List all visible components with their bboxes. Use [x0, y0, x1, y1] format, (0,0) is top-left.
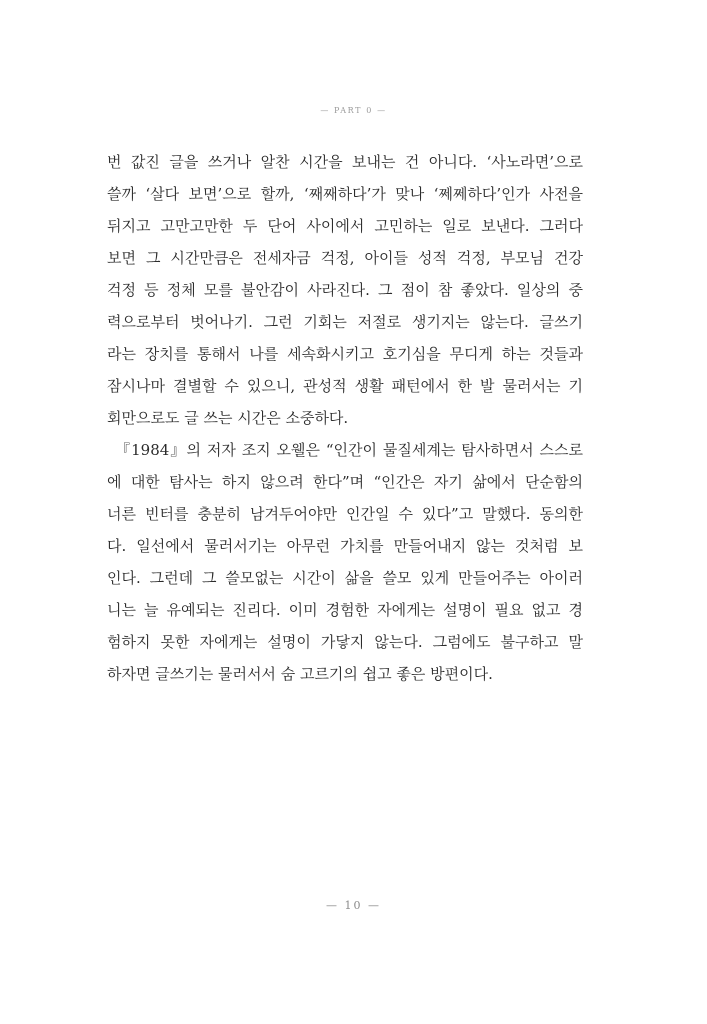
text-line: 『1984』의 저자 조지 오웰은 “인간이 물질세계는 탐사하면서 스스로 [115, 441, 583, 459]
text-line: 걱정 등 정체 모를 불안감이 사라진다. 그 점이 참 좋았다. 일상의 중 [107, 281, 583, 299]
text-line: 보면 그 시간만큼은 전세자금 걱정, 아이들 성적 걱정, 부모님 건강 [107, 249, 583, 267]
text-line: 쓸까 ‘살다 보면’으로 할까, ‘째째하다’가 맞나 ‘쩨쩨하다’인가 사전을 [107, 185, 583, 203]
text-line: 인다. 그런데 그 쓸모없는 시간이 삶을 쓸모 있게 만들어주는 아이러 [107, 569, 583, 587]
text-line: 에 대한 탐사는 하지 않으려 한다”며 “인간은 자기 삶에서 단순함의 [107, 473, 583, 491]
paragraph-1 [107, 146, 583, 434]
text-line: 라는 장치를 통해서 나를 세속화시키고 호기심을 무디게 하는 것들과 [107, 345, 583, 363]
running-header: — PART 0 — [320, 106, 387, 115]
body-text [107, 146, 583, 690]
text-line: 번 값진 글을 쓰거나 알찬 시간을 보내는 건 아니다. ‘사노라면’으로 [107, 153, 583, 171]
text-line: 니는 늘 유예되는 진리다. 이미 경험한 자에게는 설명이 필요 없고 경 [107, 601, 583, 619]
text-line: 다. 일선에서 물러서기는 아무런 가치를 만들어내지 않는 것처럼 보 [107, 537, 583, 555]
text-line: 하자면 글쓰기는 물러서서 숨 고르기의 쉽고 좋은 방편이다. [107, 665, 493, 683]
text-line: 회만으로도 글 쓰는 시간은 소중하다. [107, 409, 349, 427]
text-line: 험하지 못한 자에게는 설명이 가닿지 않는다. 그럼에도 불구하고 말 [107, 633, 583, 651]
paragraph-2 [107, 434, 583, 690]
text-line: 력으로부터 벗어나기. 그런 기회는 저절로 생기지는 않는다. 글쓰기 [107, 313, 583, 331]
text-line: 뒤지고 고만고만한 두 단어 사이에서 고민하는 일로 보낸다. 그러다 [107, 217, 583, 235]
page-number: — 10 — [326, 899, 381, 912]
text-line: 잠시나마 결별할 수 있으니, 관성적 생활 패턴에서 한 발 물러서는 기 [107, 377, 583, 395]
text-line: 너른 빈터를 충분히 남겨두어야만 인간일 수 있다”고 말했다. 동의한 [107, 505, 583, 523]
